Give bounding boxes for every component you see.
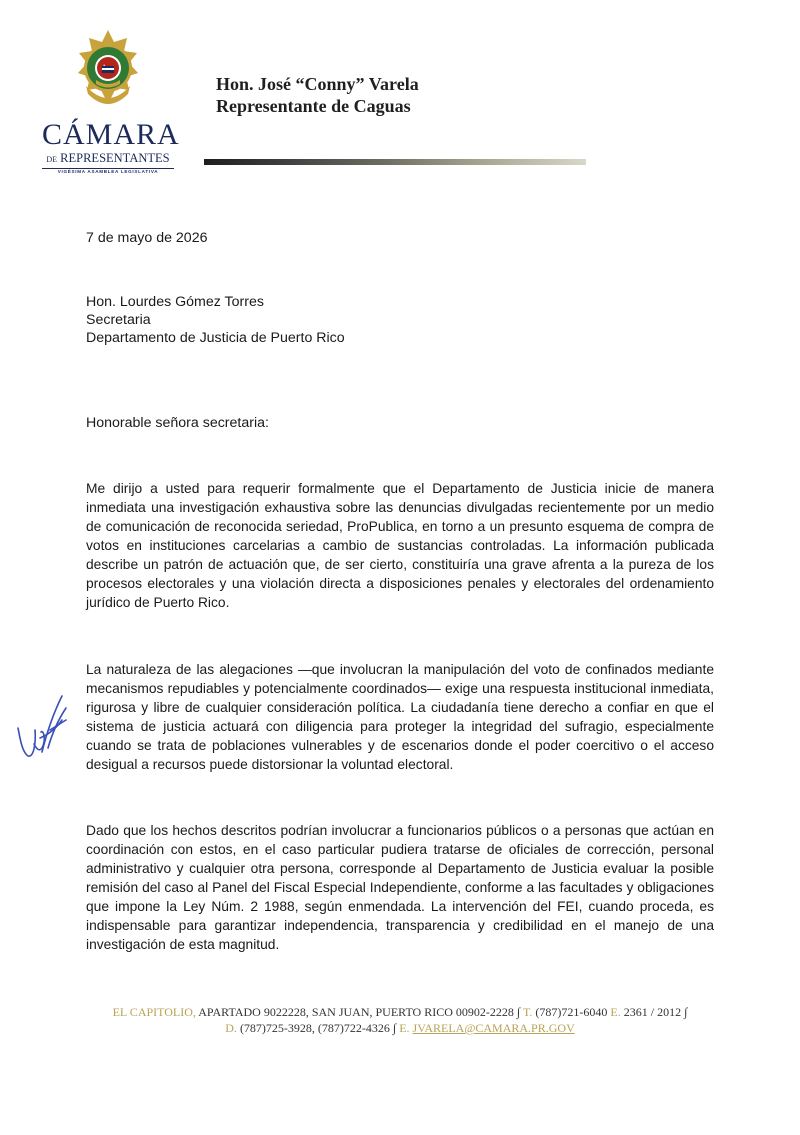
- handwritten-initials-icon: [10, 686, 70, 764]
- recipient-position: Secretaria: [86, 312, 151, 328]
- footer-email-link[interactable]: JVARELA@CAMARA.PR.GOV: [412, 1021, 575, 1035]
- recipient-department: Departamento de Justicia de Puerto Rico: [86, 330, 345, 346]
- footer-contact-line: [0, 1020, 800, 1037]
- sender-title: Representante de Caguas: [216, 96, 411, 116]
- footer-ext: 2361 / 2012 ∫: [620, 1005, 688, 1019]
- footer-address: APARTADO 9022228, SAN JUAN, PUERTO RICO 00902-2228 ∫: [195, 1005, 523, 1019]
- recipient-name: Hon. Lourdes Gómez Torres: [86, 294, 264, 310]
- salutation: Honorable señora secretaria:: [86, 415, 269, 431]
- logo-subtitle-main: REPRESENTANTES: [60, 151, 170, 165]
- sender-name: Hon. José “Conny” Varela: [216, 74, 419, 94]
- header-rule: [204, 159, 586, 165]
- logo-wordmark: CÁMARA: [42, 118, 180, 151]
- camara-seal-icon: [66, 28, 150, 120]
- footer-email-label: E.: [399, 1021, 410, 1035]
- body-paragraph-2: La naturaleza de las alegaciones —que involucran la manipulación del voto de confinados mediante mecanismos repudiables y potencialmente coordinados— exige una respuesta institucional inmediata, rigurosa y libre de cualquier consideración política. La ciudadanía tiene derecho a confiar en que el sistema de justicia actuará con diligencia para proteger la integridad del sufragio, especialmente cuando se trata de poblaciones vulnerables y de escenarios donde el poder coercitivo o el acceso desigual a recursos puede distorsionar la voluntad electoral.: [86, 662, 714, 772]
- footer-ext-label: E.: [610, 1005, 621, 1019]
- camara-logo: [38, 28, 178, 178]
- footer-tel: (787)721-6040: [532, 1005, 611, 1019]
- logo-subtitle: [42, 151, 174, 169]
- logo-tagline: VIGÉSIMA ASAMBLEA LEGISLATIVA: [57, 169, 159, 174]
- footer-capitolio: EL CAPITOLIO,: [112, 1005, 196, 1019]
- logo-subtitle-prefix: DE: [46, 155, 58, 164]
- body-paragraph-1: Me dirijo a usted para requerir formalmente que el Departamento de Justicia inicie de manera inmediata una investigación exhaustiva sobre las denuncias divulgadas recientemente por un medio de comunicación de reconocida seriedad, ProPublica, en torno a un presunto esquema de compra de votos en instituciones carcelarias a cambio de sustancias controladas. La información publicada describe un patrón de actuación que, de ser cierto, constituiría una grave afrenta a la pureza de los procesos electorales y una violación directa a disposiciones penales y electorales del ordenamiento jurídico de Puerto Rico.: [86, 481, 714, 610]
- letter-date: 7 de mayo de 2026: [86, 230, 208, 246]
- footer-fax: (787)725-3928, (787)722-4326 ∫: [236, 1021, 400, 1035]
- footer-tel-label: T.: [522, 1005, 533, 1019]
- footer-address-line: [0, 1004, 800, 1021]
- body-paragraph-3: Dado que los hechos descritos podrían involucrar a funcionarios públicos o a personas que actúan en coordinación con estos, en el caso particular pudiera tratarse de oficiales de corrección, personal administrativo y cualquier otra persona, corresponde al Departamento de Justicia evaluar la posible remisión del caso al Panel del Fiscal Especial Independiente, conforme a las facultades y obligaciones que impone la Ley Núm. 2 1988, según enmendada. La intervención del FEI, cuando proceda, es indispensable para garantizar independencia, transparencia y credibilidad en el manejo de una investigación de esta magnitud.: [86, 823, 714, 952]
- footer-fax-label: D.: [225, 1021, 237, 1035]
